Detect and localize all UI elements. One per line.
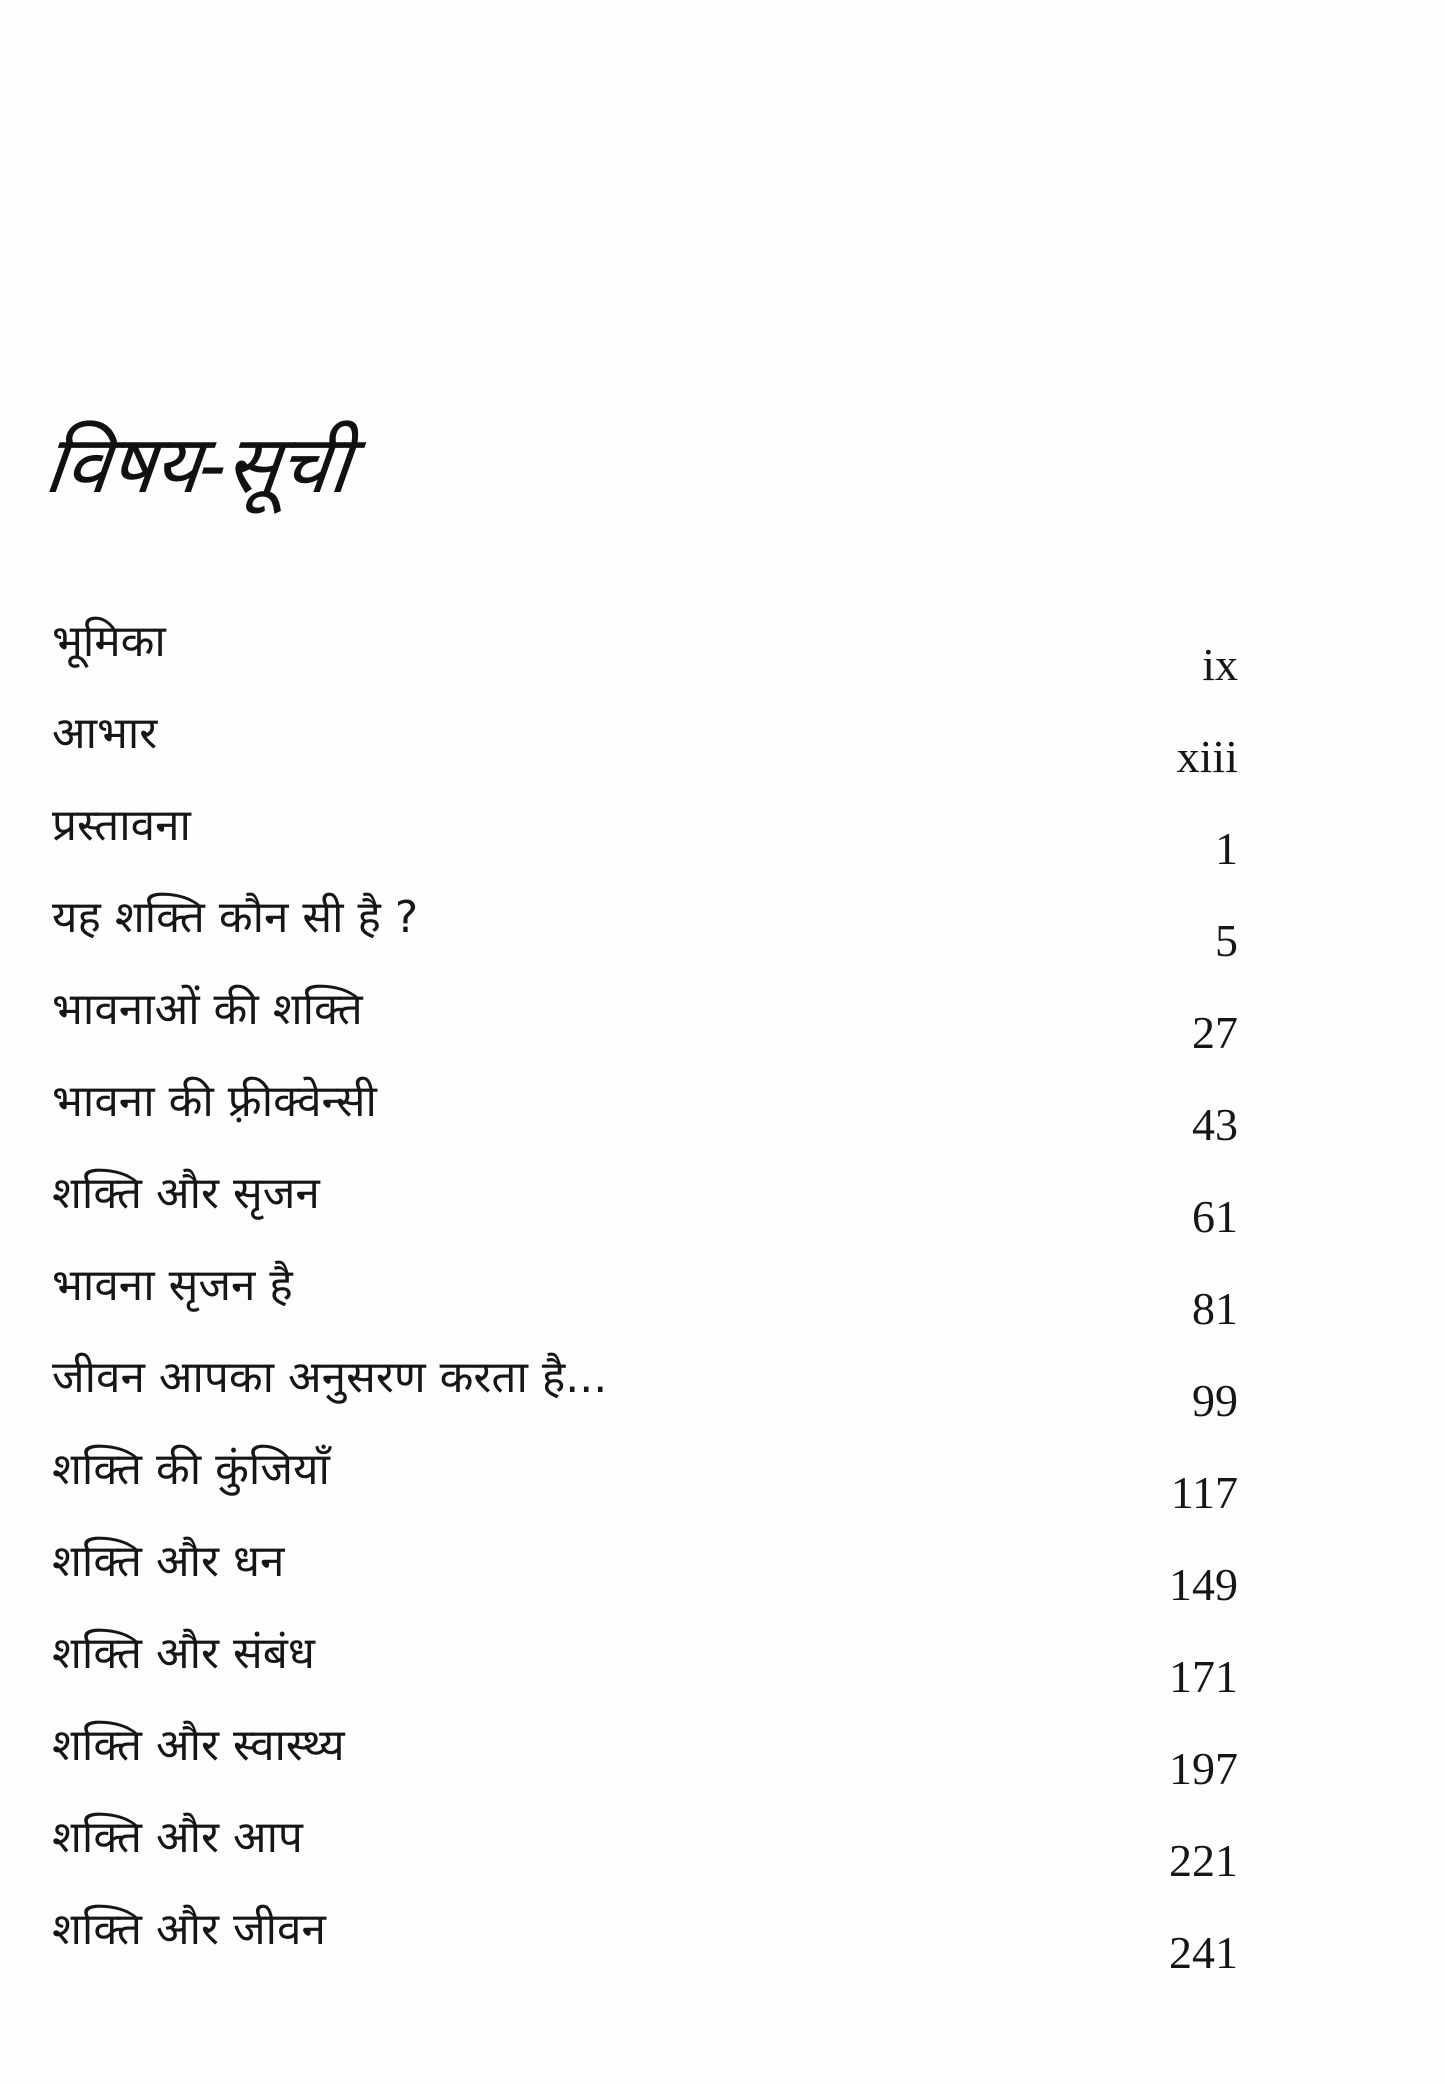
toc-entry — [0, 708, 1445, 804]
toc-entry-page: 221 — [1169, 1835, 1238, 1886]
toc-entry — [0, 1168, 1445, 1264]
toc-entry-title: भूमिका — [52, 616, 166, 667]
toc-entry-title: शक्ति की कुंजियाँ — [52, 1444, 330, 1495]
toc-entry — [0, 1904, 1445, 2000]
toc-entry-title: शक्ति और आप — [52, 1812, 303, 1863]
toc-entry-page: 43 — [1192, 1099, 1238, 1150]
toc-entry-page: 171 — [1169, 1651, 1238, 1702]
toc-entry — [0, 1628, 1445, 1724]
page-title: विषय-सूची — [40, 418, 355, 511]
toc-entry — [0, 1536, 1445, 1632]
toc-entry — [0, 1076, 1445, 1172]
toc-entry — [0, 800, 1445, 896]
toc-entry-title: शक्ति और सृजन — [52, 1168, 320, 1219]
toc-entry-page: xiii — [1176, 731, 1238, 782]
toc-entry-title: आभार — [52, 708, 158, 759]
toc-entry-title: शक्ति और धन — [52, 1536, 285, 1587]
toc-entry-page: 5 — [1215, 915, 1238, 966]
toc-entry-page: 117 — [1170, 1467, 1238, 1518]
toc-entry-page: 1 — [1215, 823, 1238, 874]
toc-entry-title: यह शक्ति कौन सी है ? — [52, 892, 419, 943]
toc-entry — [0, 1352, 1445, 1448]
toc-entry-page: 99 — [1192, 1375, 1238, 1426]
toc-entry-page: 241 — [1169, 1927, 1238, 1978]
toc-entry — [0, 616, 1445, 712]
toc-entry-title: शक्ति और जीवन — [52, 1904, 326, 1955]
toc-entry — [0, 984, 1445, 1080]
toc-entry-page: 197 — [1169, 1743, 1238, 1794]
toc-entry-title: प्रस्तावना — [52, 800, 191, 851]
toc-entry-page: 81 — [1192, 1283, 1238, 1334]
toc-entry-title: शक्ति और स्वास्थ्य — [52, 1720, 345, 1771]
toc-entry — [0, 892, 1445, 988]
toc-entry-title: जीवन आपका अनुसरण करता है... — [52, 1352, 608, 1403]
toc-entry — [0, 1720, 1445, 1816]
toc-entry — [0, 1812, 1445, 1908]
toc-entry-title: शक्ति और संबंध — [52, 1628, 315, 1679]
toc-entry-page: 27 — [1192, 1007, 1238, 1058]
toc-entry-title: भावनाओं की शक्ति — [52, 984, 363, 1035]
toc-entry-page: 61 — [1192, 1191, 1238, 1242]
toc-entry-page: 149 — [1169, 1559, 1238, 1610]
toc-entry — [0, 1260, 1445, 1356]
toc-entry-page: ix — [1202, 639, 1238, 690]
toc-entry — [0, 1444, 1445, 1540]
toc-entry-title: भावना सृजन है — [52, 1260, 293, 1311]
toc-entry-title: भावना की फ़्रीक्वेन्सी — [52, 1076, 377, 1127]
